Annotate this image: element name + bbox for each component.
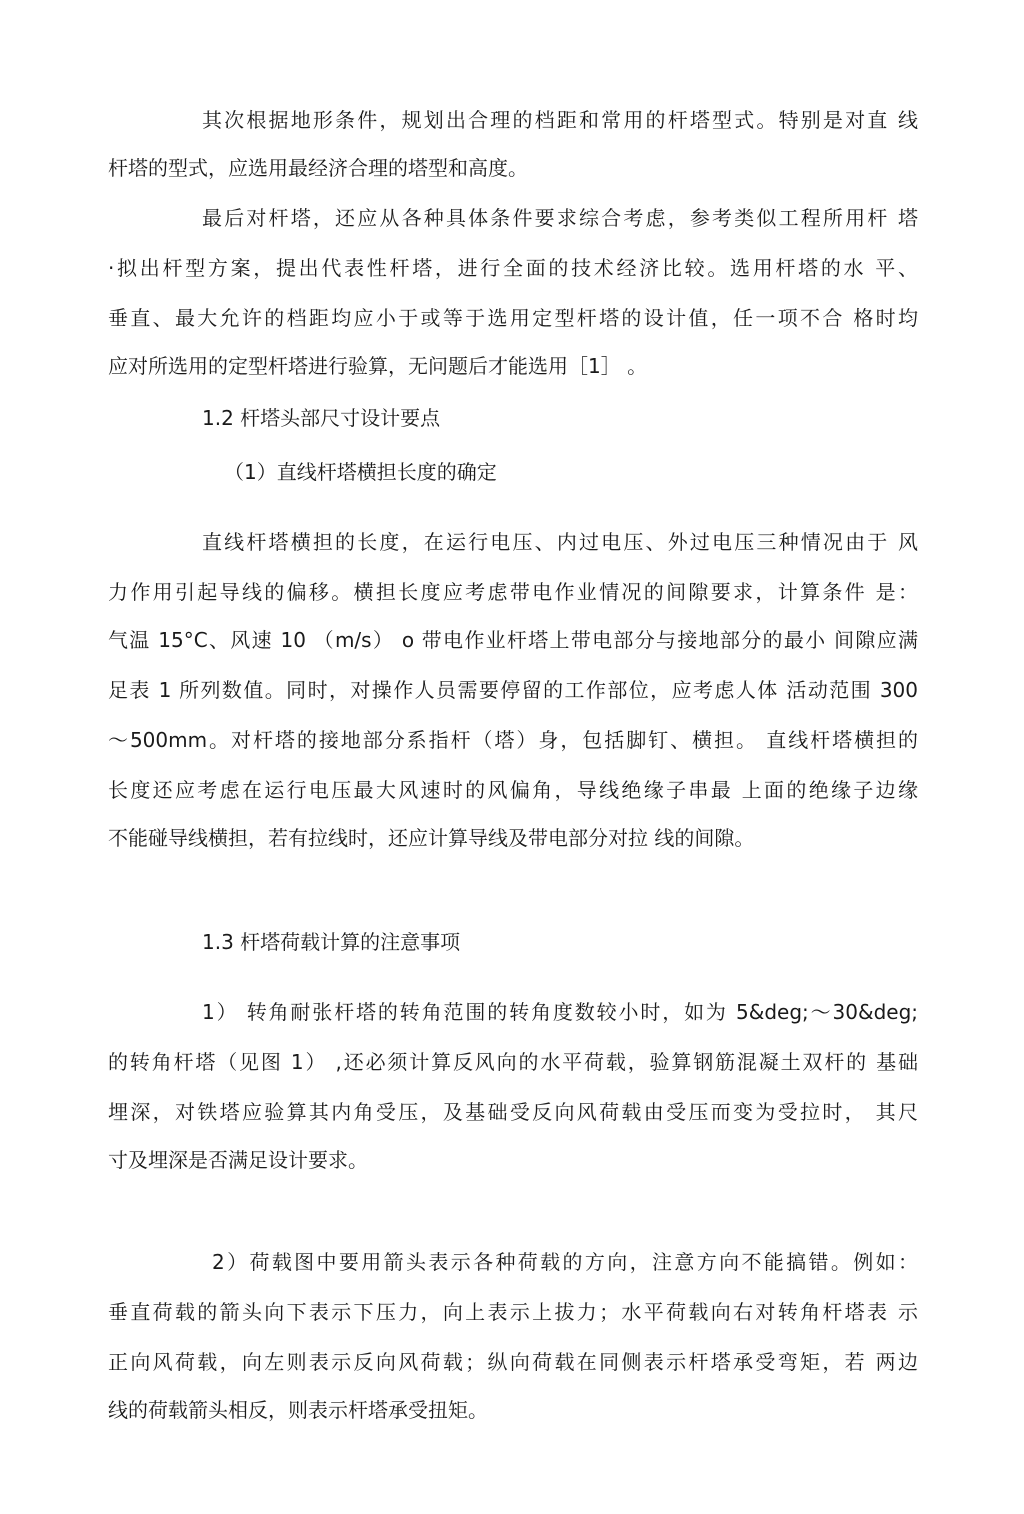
paragraph-line: 不能碰导线横担，若有拉线时，还应计算导线及带电部分对拉 线的间隙。 bbox=[108, 826, 755, 850]
paragraph-line: 其次根据地形条件，规划出合理的档距和常用的杆塔型式。特别是对直 线 bbox=[202, 108, 918, 132]
paragraph-line: 足表 1 所列数值。同时，对操作人员需要停留的工作部位，应考虑人体 活动范围 300 bbox=[108, 678, 918, 702]
paragraph-line: 垂直、最大允许的档距均应小于或等于选用定型杆塔的设计值，任一项不合 格时均 bbox=[108, 306, 918, 330]
paragraph-line: ·拟出杆型方案，提出代表性杆塔，进行全面的技术经济比较。选用杆塔的水 平、 bbox=[108, 256, 918, 280]
paragraph-line: 直线杆塔横担的长度，在运行电压、内过电压、外过电压三种情况由于 风 bbox=[202, 530, 918, 554]
paragraph-line: 最后对杆塔，还应从各种具体条件要求综合考虑，参考类似工程所用杆 塔 bbox=[202, 206, 918, 230]
paragraph-line: 正向风荷载，向左则表示反向风荷载；纵向荷载在同侧表示杆塔承受弯矩，若 两边 bbox=[108, 1350, 918, 1374]
paragraph-line: 长度还应考虑在运行电压最大风速时的风偏角，导线绝缘子串最 上面的绝缘子边缘 bbox=[108, 778, 918, 802]
paragraph-line: ～500mm。对杆塔的接地部分系指杆（塔）身，包括脚钉、横担。 直线杆塔横担的 bbox=[108, 728, 918, 752]
subsection-heading: （1）直线杆塔横担长度的确定 bbox=[224, 460, 497, 484]
paragraph-line: 埋深，对铁塔应验算其内角受压，及基础受反向风荷载由受压而变为受拉时， 其尺 bbox=[108, 1100, 918, 1124]
paragraph-line: 垂直荷载的箭头向下表示下压力，向上表示上拔力；水平荷载向右对转角杆塔表 示 bbox=[108, 1300, 918, 1324]
section-heading: 1.2 杆塔头部尺寸设计要点 bbox=[202, 406, 441, 430]
section-heading: 1.3 杆塔荷载计算的注意事项 bbox=[202, 930, 461, 954]
paragraph-line: 应对所选用的定型杆塔进行验算，无问题后才能选用［1］ 。 bbox=[108, 354, 648, 378]
paragraph-line: 线的荷载箭头相反，则表示杆塔承受扭矩。 bbox=[108, 1398, 488, 1422]
paragraph-line: 2）荷载图中要用箭头表示各种荷载的方向，注意方向不能搞错。例如： bbox=[212, 1250, 918, 1274]
paragraph-line: 力作用引起导线的偏移。横担长度应考虑带电作业情况的间隙要求，计算条件 是： bbox=[108, 580, 918, 604]
paragraph-line: 1） 转角耐张杆塔的转角范围的转角度数较小时，如为 5&deg;～30&deg; bbox=[202, 1000, 918, 1024]
paragraph-line: 寸及埋深是否满足设计要求。 bbox=[108, 1148, 368, 1172]
paragraph-line: 气温 15°C、风速 10 （m/s） o 带电作业杆塔上带电部分与接地部分的最小 间隙应满 bbox=[108, 628, 918, 652]
paragraph-line: 杆塔的型式，应选用最经济合理的塔型和高度。 bbox=[108, 156, 528, 180]
paragraph-line: 的转角杆塔（见图 1） ,还必须计算反风向的水平荷载，验算钢筋混凝土双杆的 基础 bbox=[108, 1050, 918, 1074]
